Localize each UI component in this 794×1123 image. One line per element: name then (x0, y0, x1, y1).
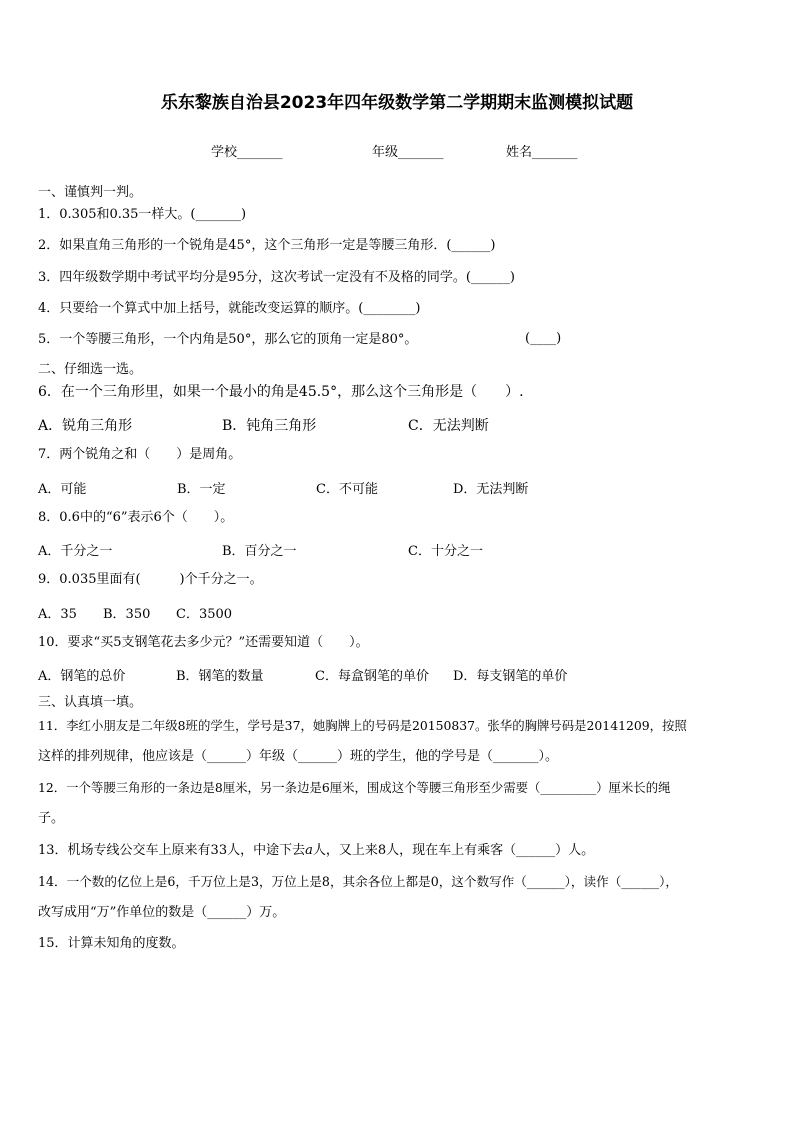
question-9: 9．0.035里面有( )个千分之一。 (38, 572, 263, 587)
question-15: 15．计算未知角的度数。 (38, 936, 185, 951)
question-9-option-a[interactable]: A．35 (38, 607, 77, 622)
question-10-option-b[interactable]: B．钢笔的数量 (176, 669, 264, 684)
question-6-option-a[interactable]: A．锐角三角形 (38, 418, 133, 434)
question-1: 1．0.305和0.35一样大。(_______) (38, 207, 247, 222)
name-field[interactable]: 姓名_______ (506, 145, 578, 160)
question-7-option-b[interactable]: B．一定 (177, 482, 226, 497)
grade-field[interactable]: 年级_______ (372, 145, 444, 160)
section-heading-3: 三、认真填一填。 (38, 695, 143, 710)
school-field[interactable]: 学校_______ (211, 145, 283, 160)
page-title: 乐东黎族自治县2023年四年级数学第二学期期末监测模拟试题 (160, 93, 634, 113)
question-7-option-c[interactable]: C．不可能 (316, 482, 378, 497)
question-10: 10．要求“买5支钢笔花去多少元？”还需要知道（ ）。 (38, 635, 369, 650)
question-11-line-1: 11．李红小朋友是二年级8班的学生，学号是37，她胸牌上的号码是20150837。张华的胸牌号码是20141209，按照 (38, 718, 687, 733)
question-12-line-1: 12．一个等腰三角形的一条边是8厘米，另一条边是6厘米，围成这个等腰三角形至少需要（_________）厘米长的绳 (38, 780, 671, 795)
question-13-start: 13．机场专线公交车上原来有33人，中途下去 (38, 843, 306, 858)
section-heading-1: 一、谨慎判一判。 (38, 185, 143, 200)
question-11-line-2: 这样的排列规律，他应该是（______）年级（______）班的学生，他的学号是（_______）。 (38, 749, 559, 764)
question-7: 7．两个锐角之和（ ）是周角。 (38, 447, 242, 462)
question-6-option-c[interactable]: C．无法判断 (408, 418, 489, 434)
question-3: 3．四年级数学期中考试平均分是95分，这次考试一定没有不及格的同学。(______) (38, 270, 515, 285)
question-8: 8．0.6中的“6”表示6个（ ）。 (38, 510, 234, 525)
question-8-option-b[interactable]: B．百分之一 (222, 544, 297, 559)
question-14-line-2: 改写成用“万”作单位的数是（______）万。 (38, 905, 286, 920)
question-6-option-b[interactable]: B．钝角三角形 (222, 418, 317, 434)
question-10-option-c[interactable]: C．每盒钢笔的单价 (315, 669, 429, 684)
question-10-option-d[interactable]: D．每支钢笔的单价 (453, 669, 568, 684)
question-13-end: 人，又上来8人，现在车上有乘客（______）人。 (312, 843, 595, 858)
question-6: 6．在一个三角形里，如果一个最小的角是45.5°，那么这个三角形是（ ）. (38, 384, 524, 400)
question-10-option-a[interactable]: A．钢笔的总价 (38, 669, 126, 684)
question-7-option-d[interactable]: D．无法判断 (453, 482, 529, 497)
question-5: 5．一个等腰三角形，一个内角是50°，那么它的顶角一定是80°。 (38, 332, 418, 347)
section-heading-2: 二、仔细选一选。 (38, 362, 143, 377)
question-9-option-c[interactable]: C．3500 (176, 607, 233, 622)
question-4: 4．只要给一个算式中加上括号，就能改变运算的顺序。(________) (38, 301, 421, 316)
question-8-option-c[interactable]: C．十分之一 (408, 544, 483, 559)
question-5-blank: (____) (525, 331, 562, 346)
question-8-option-a[interactable]: A．千分之一 (38, 544, 113, 559)
question-13-variable: a (305, 843, 313, 858)
question-9-option-b[interactable]: B．350 (103, 607, 151, 622)
question-12-line-2: 子。 (38, 811, 65, 826)
question-7-option-a[interactable]: A．可能 (38, 482, 87, 497)
question-14-line-1: 14．一个数的亿位上是6，千万位上是3，万位上是8，其余各位上都是0，这个数写作（______），读作（______）， (38, 874, 678, 889)
question-2: 2．如果直角三角形的一个锐角是45°，这个三角形一定是等腰三角形．(______) (38, 238, 496, 253)
question-13 (38, 842, 594, 860)
